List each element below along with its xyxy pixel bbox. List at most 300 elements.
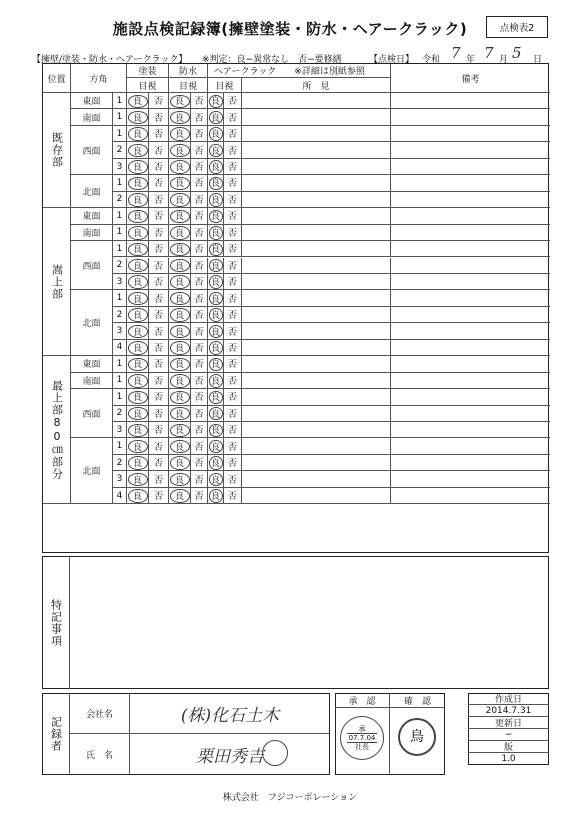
row-number: 1 [113,225,127,241]
approve-label: 承 認 [335,693,390,708]
row-number: 2 [113,142,127,158]
row-number: 1 [113,373,127,389]
ng-option[interactable]: 否 [191,93,208,109]
ng-option[interactable]: 否 [224,159,242,175]
ok-option[interactable]: 良 [127,307,149,323]
ng-option[interactable]: 否 [191,208,208,224]
ng-option[interactable]: 否 [191,142,208,158]
direction-label: 北面 [71,290,113,356]
version-value: 1.0 [501,754,516,764]
ok-selection-mark [209,95,223,108]
findings-header: 所 見 [242,78,391,93]
findings-cell[interactable] [242,340,391,356]
special-notes-area[interactable] [70,556,549,689]
remarks-cell[interactable] [391,93,550,109]
findings-cell[interactable] [242,307,391,323]
ok-selection-mark [170,308,190,321]
ng-option[interactable]: 否 [224,488,242,504]
ok-option[interactable]: 良 [127,406,149,422]
haircrack-label: ヘアークラック [214,67,277,77]
remarks-cell[interactable] [391,208,550,224]
findings-cell[interactable] [242,389,391,405]
ok-selection-mark [209,456,223,469]
findings-cell[interactable] [242,258,391,274]
ng-option[interactable]: 否 [149,438,169,454]
remarks-cell[interactable] [391,159,550,175]
ng-option[interactable]: 否 [149,225,169,241]
ok-selection-mark [209,391,223,404]
recorder-label-cell [42,693,70,775]
updated-label: 更新日 [468,717,549,729]
ng-option[interactable]: 否 [149,356,169,372]
ok-option[interactable]: 良 [169,307,191,323]
remarks-cell[interactable] [391,290,550,306]
ng-option[interactable]: 否 [191,373,208,389]
ok-option[interactable]: 良 [208,258,224,274]
ok-selection-mark [128,341,148,354]
ng-option[interactable]: 否 [224,340,242,356]
row-number: 1 [113,109,127,125]
ng-option[interactable]: 否 [191,356,208,372]
confirm-label: 確 認 [390,693,445,708]
findings-cell[interactable] [242,422,391,438]
section-name: 既存部 [50,132,64,169]
row-number: 4 [113,340,127,356]
ok-option[interactable]: 良 [127,340,149,356]
row-number: 1 [113,208,127,224]
ng-option[interactable]: 否 [191,471,208,487]
remarks-cell[interactable] [391,258,550,274]
ok-option[interactable]: 良 [127,438,149,454]
ok-selection-mark [209,341,223,354]
ok-option[interactable]: 良 [169,389,191,405]
findings-cell[interactable] [242,142,391,158]
ng-option[interactable]: 否 [191,241,208,257]
ng-option[interactable]: 否 [191,488,208,504]
ok-selection-mark [170,95,190,108]
sheet-badge: 点検表2 [486,16,548,38]
ok-selection-mark [128,177,148,190]
ok-option[interactable]: 良 [208,175,224,191]
approval-stamp-top: 承 [358,724,366,733]
ng-option[interactable]: 否 [224,225,242,241]
findings-cell[interactable] [242,471,391,487]
ng-option[interactable]: 否 [149,290,169,306]
ok-option[interactable]: 良 [208,389,224,405]
findings-cell[interactable] [242,323,391,339]
ok-option[interactable]: 良 [169,175,191,191]
ok-option[interactable]: 良 [169,488,191,504]
ok-selection-mark [128,374,148,387]
remarks-cell[interactable] [391,175,550,191]
ok-option[interactable]: 良 [208,406,224,422]
ok-option[interactable]: 良 [127,93,149,109]
ok-option[interactable]: 良 [208,290,224,306]
row-number: 1 [113,438,127,454]
ng-option[interactable]: 否 [224,274,242,290]
ok-option[interactable]: 良 [127,225,149,241]
findings-cell[interactable] [242,274,391,290]
remarks-cell[interactable] [391,241,550,257]
ok-option[interactable]: 良 [208,241,224,257]
ok-option[interactable]: 良 [169,406,191,422]
findings-cell[interactable] [242,406,391,422]
ng-option[interactable]: 否 [149,274,169,290]
ng-option[interactable]: 否 [224,471,242,487]
ng-option[interactable]: 否 [149,159,169,175]
ok-selection-mark [170,243,190,256]
findings-cell[interactable] [242,241,391,257]
ok-option[interactable]: 良 [208,471,224,487]
ok-option[interactable]: 良 [127,258,149,274]
remarks-cell[interactable] [391,274,550,290]
ok-option[interactable]: 良 [208,274,224,290]
ng-option[interactable]: 否 [224,142,242,158]
ok-option[interactable]: 良 [208,307,224,323]
name-field[interactable] [130,734,330,775]
ok-option[interactable]: 良 [169,109,191,125]
company-label: 会社名 [70,693,130,734]
ng-option[interactable]: 否 [149,340,169,356]
ok-selection-mark [209,308,223,321]
ok-selection-mark [170,275,190,288]
findings-cell[interactable] [242,356,391,372]
remarks-cell[interactable] [391,340,550,356]
ng-option[interactable]: 否 [224,109,242,125]
waterproof-visual-header: 目視 [169,78,208,93]
findings-cell[interactable] [242,159,391,175]
section-label [43,356,71,504]
findings-cell[interactable] [242,109,391,125]
ok-option[interactable]: 良 [169,438,191,454]
findings-cell[interactable] [242,438,391,454]
remarks-cell[interactable] [391,438,550,454]
findings-cell[interactable] [242,455,391,471]
ok-option[interactable]: 良 [169,258,191,274]
row-number: 3 [113,323,127,339]
remarks-cell[interactable] [391,422,550,438]
ok-option[interactable]: 良 [127,389,149,405]
ok-option[interactable]: 良 [169,192,191,208]
ok-selection-mark [170,341,190,354]
row-number: 1 [113,93,127,109]
ok-option[interactable]: 良 [208,356,224,372]
findings-cell[interactable] [242,290,391,306]
ok-option[interactable]: 良 [127,422,149,438]
row-number: 3 [113,422,127,438]
ok-option[interactable]: 良 [169,225,191,241]
direction-label: 東面 [71,208,113,224]
ng-option[interactable]: 否 [224,175,242,191]
ng-option[interactable]: 否 [191,438,208,454]
footer-company: 株式会社 フジコーポレーション [222,793,358,803]
ok-option[interactable]: 良 [169,93,191,109]
ok-option[interactable]: 良 [127,323,149,339]
remarks-cell[interactable] [391,389,550,405]
ok-option[interactable]: 良 [169,241,191,257]
ng-option[interactable]: 否 [149,373,169,389]
ok-option[interactable]: 良 [127,290,149,306]
ng-option[interactable]: 否 [191,274,208,290]
detail-note: ※詳細は別紙参照 [294,67,365,77]
approval-stamp-date: 07.7.04 [348,733,376,742]
company-value: (株)化石土木 [180,705,280,726]
ng-option[interactable]: 否 [224,438,242,454]
direction-label: 西面 [71,126,113,175]
ok-option[interactable]: 良 [127,175,149,191]
ng-option[interactable]: 否 [149,142,169,158]
ok-selection-mark [170,177,190,190]
ng-option[interactable]: 否 [224,406,242,422]
ng-option[interactable]: 否 [191,323,208,339]
company-field[interactable] [130,693,330,734]
direction-label: 西面 [71,389,113,438]
ng-option[interactable]: 否 [149,208,169,224]
ng-option[interactable]: 否 [191,109,208,125]
remarks-cell[interactable] [391,488,550,504]
ng-option[interactable]: 否 [191,126,208,142]
remarks-cell[interactable] [391,373,550,389]
inspection-table [42,63,549,553]
inspection-date-label: 【点検日】 [369,55,415,65]
ok-option[interactable]: 良 [169,356,191,372]
ok-selection-mark [209,358,223,371]
row-number: 1 [113,126,127,142]
findings-cell[interactable] [242,225,391,241]
ok-selection-mark [209,374,223,387]
ng-option[interactable]: 否 [224,307,242,323]
ok-selection-mark [170,456,190,469]
ok-selection-mark [128,95,148,108]
ok-option[interactable]: 良 [169,126,191,142]
ok-selection-mark [170,424,190,437]
subject-label: 【擁壁/塗装・防水・ヘアークラック】 [32,55,188,65]
ok-selection-mark [209,193,223,206]
ok-option[interactable]: 良 [169,340,191,356]
row-number: 2 [113,258,127,274]
ng-option[interactable]: 否 [224,192,242,208]
ok-option[interactable]: 良 [127,488,149,504]
ok-option[interactable]: 良 [169,290,191,306]
ng-option[interactable]: 否 [149,192,169,208]
ng-option[interactable]: 否 [149,241,169,257]
remarks-cell[interactable] [391,356,550,372]
ok-option[interactable]: 良 [208,126,224,142]
ok-selection-mark [170,391,190,404]
ok-selection-mark [209,210,223,223]
remarks-cell[interactable] [391,109,550,125]
section-name: 嵩上部 [50,263,64,300]
ok-selection-mark [128,308,148,321]
direction-label: 東面 [71,93,113,109]
era-label: 令和 [422,55,441,65]
year-value: 7 [451,44,461,62]
ng-option[interactable]: 否 [224,290,242,306]
ok-selection-mark [170,374,190,387]
row-number: 1 [113,389,127,405]
ng-option[interactable]: 否 [149,455,169,471]
confirm-stamp-text: 鳥 [410,728,424,745]
ok-option[interactable]: 良 [208,323,224,339]
ok-selection-mark [128,391,148,404]
ok-selection-mark [128,127,148,140]
ok-option[interactable]: 良 [127,208,149,224]
ng-option[interactable]: 否 [191,290,208,306]
month-value: 7 [484,44,494,62]
ng-option[interactable]: 否 [149,406,169,422]
ok-option[interactable]: 良 [208,373,224,389]
ok-selection-mark [128,424,148,437]
ng-option[interactable]: 否 [149,471,169,487]
direction-label: 南面 [71,373,113,389]
ok-selection-mark [128,489,148,502]
ok-option[interactable]: 良 [169,159,191,175]
ok-option[interactable]: 良 [127,455,149,471]
ng-option[interactable]: 否 [149,488,169,504]
document-title: 施設点検記録簿(擁壁塗装・防水・ヘアークラック) [112,20,468,38]
ng-option[interactable]: 否 [224,208,242,224]
ng-option[interactable]: 否 [191,225,208,241]
ok-option[interactable]: 良 [208,109,224,125]
ng-option[interactable]: 否 [191,258,208,274]
ok-option[interactable]: 良 [208,488,224,504]
row-number: 1 [113,290,127,306]
ng-option[interactable]: 否 [149,93,169,109]
ok-option[interactable]: 良 [169,208,191,224]
ok-option[interactable]: 良 [208,340,224,356]
ng-option[interactable]: 否 [224,241,242,257]
ok-option[interactable]: 良 [127,126,149,142]
ok-option[interactable]: 良 [127,373,149,389]
ok-selection-mark [128,358,148,371]
ok-selection-mark [170,127,190,140]
ok-option[interactable]: 良 [208,438,224,454]
ng-option[interactable]: 否 [191,192,208,208]
ok-selection-mark [209,243,223,256]
ok-option[interactable]: 良 [169,323,191,339]
ng-option[interactable]: 否 [149,109,169,125]
ok-option[interactable]: 良 [127,109,149,125]
recorder-label: 記録者 [49,716,63,752]
ng-option[interactable]: 否 [149,126,169,142]
ok-selection-mark [209,489,223,502]
ng-option[interactable]: 否 [149,323,169,339]
ok-selection-mark [128,456,148,469]
ok-option[interactable]: 良 [127,142,149,158]
remarks-cell[interactable] [391,307,550,323]
remarks-cell[interactable] [391,323,550,339]
ng-option[interactable]: 否 [224,258,242,274]
row-number: 1 [113,356,127,372]
findings-cell[interactable] [242,126,391,142]
ok-option[interactable]: 良 [127,192,149,208]
ng-option[interactable]: 否 [224,373,242,389]
ng-option[interactable]: 否 [149,389,169,405]
ng-option[interactable]: 否 [191,422,208,438]
findings-cell[interactable] [242,488,391,504]
remarks-cell[interactable] [391,406,550,422]
ng-option[interactable]: 否 [149,258,169,274]
ng-option[interactable]: 否 [191,340,208,356]
ng-option[interactable]: 否 [191,455,208,471]
findings-cell[interactable] [242,192,391,208]
remarks-cell[interactable] [391,142,550,158]
remarks-cell[interactable] [391,126,550,142]
ok-option[interactable]: 良 [208,93,224,109]
ok-option[interactable]: 良 [208,192,224,208]
ng-option[interactable]: 否 [224,323,242,339]
ok-option[interactable]: 良 [208,455,224,471]
ok-option[interactable]: 良 [127,159,149,175]
year-unit: 年 [466,55,476,65]
ng-option[interactable]: 否 [149,175,169,191]
ng-option[interactable]: 否 [191,307,208,323]
ng-option[interactable]: 否 [224,389,242,405]
ok-option[interactable]: 良 [127,274,149,290]
row-number: 1 [113,175,127,191]
ok-option[interactable]: 良 [169,274,191,290]
ok-option[interactable]: 良 [169,455,191,471]
day-value: 5 [512,44,522,62]
ng-option[interactable]: 否 [224,126,242,142]
ok-option[interactable]: 良 [169,373,191,389]
ok-selection-mark [128,226,148,239]
ok-selection-mark [170,193,190,206]
ok-option[interactable]: 良 [208,142,224,158]
row-number: 2 [113,192,127,208]
ng-option[interactable]: 否 [191,175,208,191]
findings-cell[interactable] [242,373,391,389]
ng-option[interactable]: 否 [191,159,208,175]
remarks-cell[interactable] [391,192,550,208]
findings-cell[interactable] [242,93,391,109]
ok-option[interactable]: 良 [208,159,224,175]
ok-option[interactable]: 良 [169,142,191,158]
ok-selection-mark [128,210,148,223]
ng-option[interactable]: 否 [224,455,242,471]
findings-cell[interactable] [242,208,391,224]
ng-option[interactable]: 否 [224,356,242,372]
special-notes-label: 特記事項 [49,598,63,647]
row-number: 3 [113,471,127,487]
ng-option[interactable]: 否 [191,406,208,422]
section-label [43,93,71,208]
painting-visual-header: 目視 [127,78,169,93]
ng-option[interactable]: 否 [224,93,242,109]
ok-option[interactable]: 良 [208,225,224,241]
direction-label: 東面 [71,356,113,372]
ok-option[interactable]: 良 [169,471,191,487]
ng-option[interactable]: 否 [149,422,169,438]
remarks-cell[interactable] [391,225,550,241]
ok-selection-mark [170,226,190,239]
findings-cell[interactable] [242,175,391,191]
name-value: 栗田秀吉 [196,747,264,767]
ok-option[interactable]: 良 [127,241,149,257]
ok-option[interactable]: 良 [169,422,191,438]
ng-option[interactable]: 否 [224,422,242,438]
ok-option[interactable]: 良 [127,356,149,372]
remarks-cell[interactable] [391,455,550,471]
ok-option[interactable]: 良 [208,208,224,224]
ok-option[interactable]: 良 [127,471,149,487]
ng-option[interactable]: 否 [149,307,169,323]
ok-selection-mark [209,275,223,288]
remarks-cell[interactable] [391,471,550,487]
position-header: 位置 [43,64,71,93]
ok-option[interactable]: 良 [208,422,224,438]
ng-option[interactable]: 否 [191,389,208,405]
